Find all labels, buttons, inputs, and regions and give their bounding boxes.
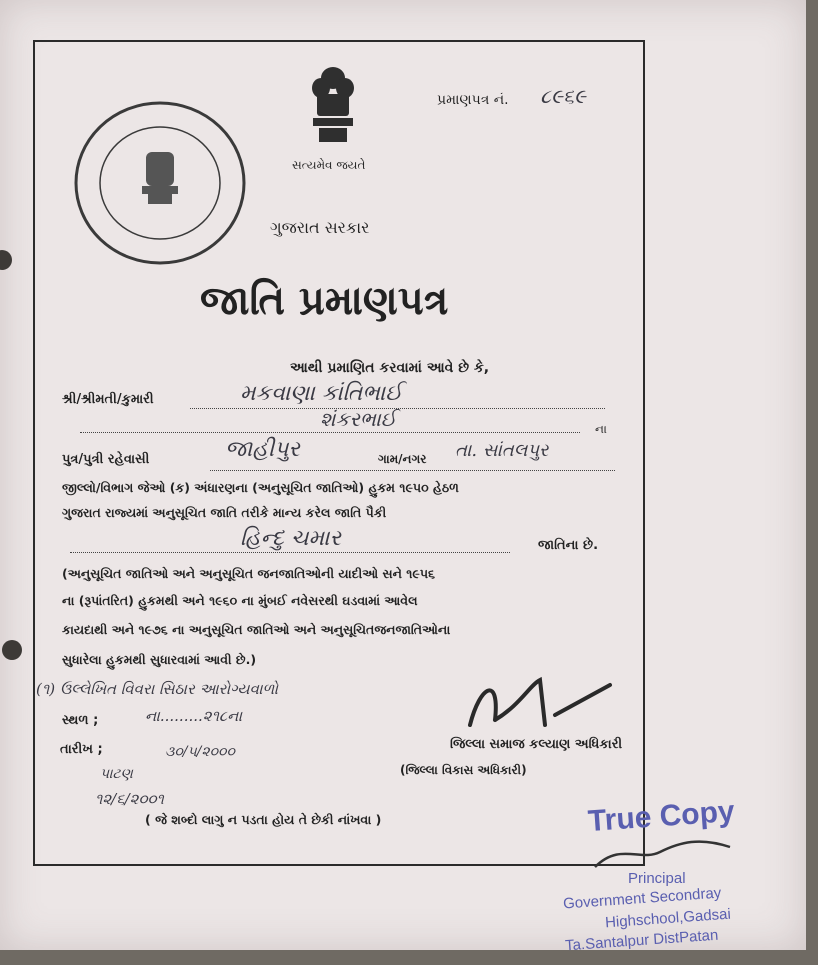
certificate-number-value: ૮૯૬૯ [540, 84, 586, 108]
legal-para-line: કાયદાથી અને ૧૯૭૬ ના અનુસૂચિત જાતિઓ અને અનુસૂચિતજનજાતિઓના [62, 622, 451, 637]
district-seal [72, 100, 248, 266]
government-heading: ગુજરાત સરકાર [270, 218, 370, 237]
emblem-motto: સત્યમેવ જયતે [292, 158, 366, 172]
resident-label: પુત્ર/પુત્રી રહેવાસી [62, 452, 150, 467]
son-of-suffix: ના [595, 422, 607, 436]
state-line: ગુજરાત રાજ્યમાં અનુસૂચિત જાતિ તરીકે માન્ય કરેલ જાતિ પૈકી [62, 505, 387, 520]
village-value: તા. સાંતલપુર [455, 440, 549, 461]
attestation-line: Principal [628, 870, 686, 887]
caste-value: હિન્દુ ચમાર [240, 526, 341, 551]
son-of-line [80, 432, 580, 433]
reference-line: (૧) ઉલ્લેખિત વિવરા સિઠાર આરોગ્યવાળો [36, 680, 279, 698]
page-title: જાતિ પ્રમાણપત્ર [200, 278, 449, 324]
name-label: શ્રી/શ્રીમતી/કુમારી [62, 392, 154, 407]
name-value: મકવાણા કાંતિભાઈ [240, 381, 403, 406]
place-written: પાટણ [100, 766, 133, 782]
legal-para-line: (અનુસૂચિત જાતિઓ અને અનુસૂચિત જનજાતિઓની યાદીઓ સને ૧૯૫૬ [62, 566, 436, 581]
designation-2: (જિલ્લા વિકાસ અધિકારી) [400, 763, 527, 777]
officer-signature [460, 665, 640, 745]
date-label: તારીખ ; [60, 742, 103, 757]
name-line [190, 408, 605, 409]
place-label: સ્થળ ; [62, 713, 99, 728]
intro-text: આથી પ્રમાણિત કરવામાં આવે છે કે, [290, 360, 490, 376]
true-copy-stamp: True Copy [586, 794, 736, 839]
footer-note: ( જે શબ્દો લાગુ ન પડતા હોય તે છેકી નાંખવા ) [145, 812, 382, 827]
attestation-line: Government Secondray [562, 884, 722, 913]
legal-para-line: ના (રૂપાંતરિત) હુકમથી અને ૧૯૬૦ ના મુંબઈ નવેસરથી ઘડવામાં આવેલ [62, 593, 418, 608]
punch-hole [0, 250, 12, 270]
caste-suffix: જાતિના છે. [538, 538, 599, 553]
legal-para-line: સુધારેલા હુકમથી સુધારવામાં આવી છે.) [62, 652, 257, 667]
date-value: ૩૦/૫/૨૦૦૦ [165, 744, 235, 760]
attestation-line: Highschool,Gadsai [604, 905, 732, 932]
national-emblem-icon [305, 64, 361, 150]
place-value: ના.........૨૧૮ના [145, 707, 243, 725]
issue-date: ૧૨/૬/૨૦૦૧ [95, 790, 164, 808]
caste-line [70, 552, 510, 553]
punch-hole [2, 640, 22, 660]
designation-1: જિલ્લા સમાજ કલ્યાણ અધિકારી [450, 737, 623, 752]
village-label: ગામ/નગર [378, 452, 427, 466]
attestation-line: Ta.Santalpur DistPatan [564, 926, 719, 955]
constitution-line: જીલ્લો/વિભાગ જેઓ (ક) અંધારણના (અનુસૂચિત જાતિઓ) હુકમ ૧૯૫૦ હેઠળ [62, 480, 459, 495]
son-of-value: શંકરભાઈ [320, 407, 397, 431]
resident-value: જાહીપુર [225, 437, 300, 462]
certificate-number-label: પ્રમાણપત્ર નં. [437, 92, 509, 108]
resident-line [210, 470, 615, 471]
